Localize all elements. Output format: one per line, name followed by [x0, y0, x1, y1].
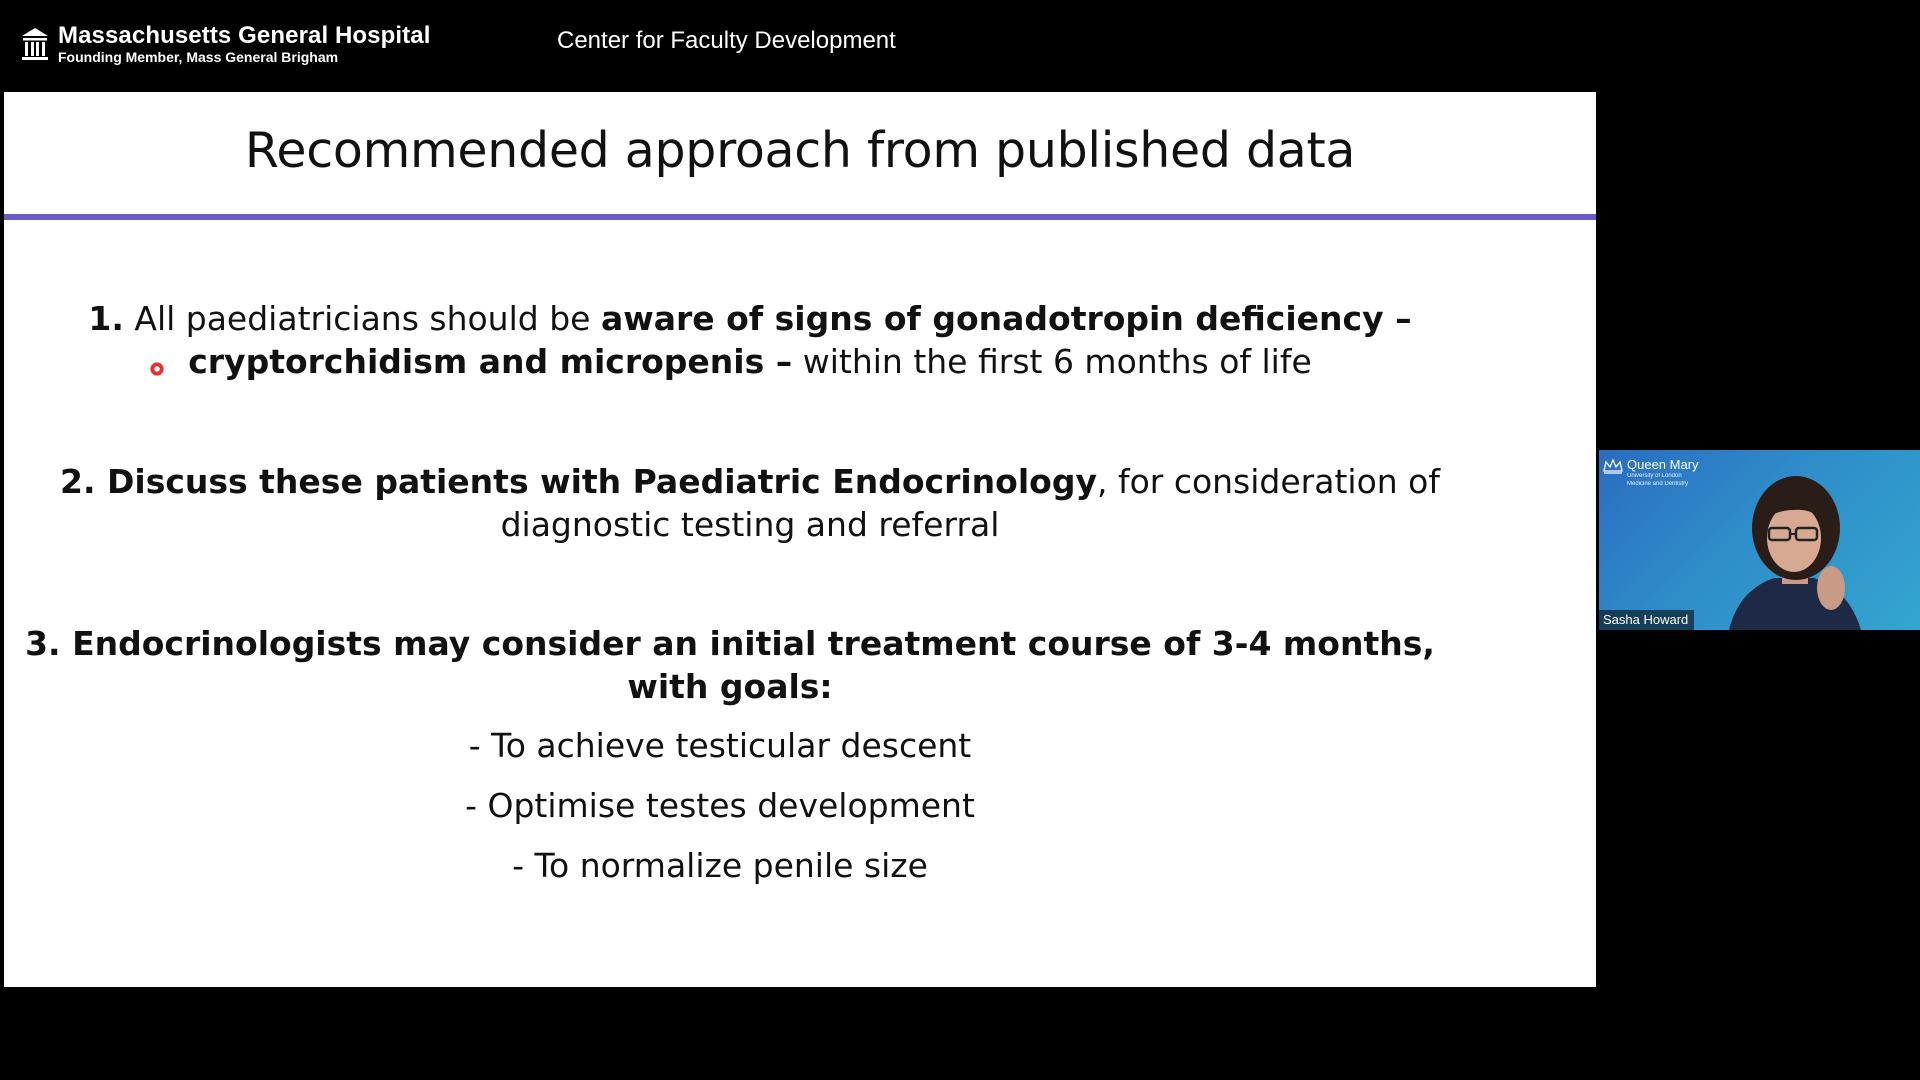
point-2-text: , for consideration of diagnostic testing and referral [500, 462, 1440, 544]
point-3 [24, 622, 1436, 708]
org-subtitle-1: University of London [1627, 473, 1682, 479]
crown-icon [1603, 458, 1623, 474]
building-icon [20, 24, 50, 64]
speaker-name-label: Sasha Howard [1599, 610, 1694, 630]
presentation-slide [4, 92, 1596, 987]
mgh-logo [20, 22, 430, 66]
point-1-text-b: within the first 6 months of life [792, 342, 1312, 381]
center-title: Center for Faculty Development [557, 27, 896, 54]
slide-title: Recommended approach from published data [244, 122, 1356, 179]
point-1-number: 1. [88, 299, 124, 338]
laser-pointer [150, 362, 164, 376]
point-3-bold: 3. Endocrinologists may consider an initial treatment course of 3-4 months, with goals: [25, 624, 1435, 706]
goal-item: - To achieve testicular descent [468, 726, 972, 765]
org-name: Queen Mary [1627, 457, 1699, 472]
queen-mary-logo [1603, 458, 1699, 488]
point-2 [44, 460, 1456, 546]
title-divider [4, 214, 1596, 220]
point-1-text-a: All paediatricians should be [123, 299, 601, 338]
hospital-subtitle: Founding Member, Mass General Brigham [58, 49, 339, 65]
point-1 [44, 297, 1456, 383]
hospital-name: Massachusetts General Hospital [58, 22, 431, 49]
goal-item: - To normalize penile size [512, 846, 928, 885]
point-2-bold: 2. Discuss these patients with Paediatric Endocrinology [60, 462, 1097, 501]
speaker-video-tile[interactable] [1599, 450, 1920, 630]
goal-item: - Optimise testes development [465, 786, 975, 825]
point-1-bold: aware of signs of gonadotropin deficiency – cryptorchidism and micropenis – [188, 299, 1412, 381]
org-subtitle-2: Medicine and Dentistry [1627, 481, 1689, 487]
